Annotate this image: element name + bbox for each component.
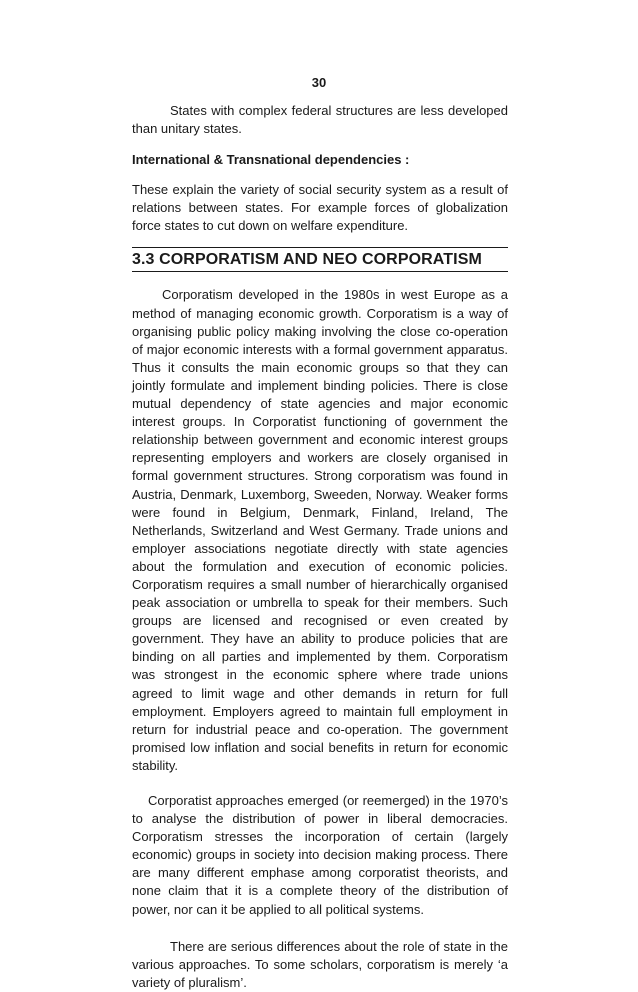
international-dependencies-paragraph: These explain the variety of social security system as a result of relations between states. For example forces of globalization force states to cut down on welfare expenditure. xyxy=(132,182,508,234)
corporatism-paragraph-2: Corporatist approaches emerged (or reemerged) in the 1970’s to analyse the distribution of power in liberal democracies. Corporatism stresses the incorporation of certain (largely economic) groups in society into decision making process. There are many different emphase among corporatist theorists, and none claim that it is a complete theory of the distribution of power, nor can it be applied to all political systems. xyxy=(132,793,508,917)
page-content xyxy=(132,102,508,992)
intro-paragraph: States with complex federal structures are less developed than unitary states. xyxy=(132,103,508,137)
corporatism-paragraph-1: Corporatism developed in the 1980s in west Europe as a method of managing economic growth. Corporatism is a way of organising public policy making involving the close co-operation of major economic interests with a formal government apparatus. Thus it consults the main economic groups so that they can jointly formulate and implement binding policies. There is close mutual dependency of state agencies and major economic interest groups. In Corporatist functioning of government the relationship between government and economic interest groups representing employers and workers are closely organised in formal government structures. Strong corporatism was found in Austria, Denmark, Luxemborg, Sweeden, Norway. Weaker forms were found in Belgium, Denmark, Finland, Ireland, The Netherlands, Switzerland and West Germany. Trade unions and employer associations negotiate directly with state agencies about the formulation and execution of economic policies. Corporatism requires a small number of hierarchically organised peak association or umbrella to speak for their members. Such groups are licensed and recognised or even created by government. They have an ability to produce policies that are binding on all parties and implemented by them. Corporatism was strongest in the economic sphere where trade unions agreed to limit wage and other demands in return for full employment. Employers agreed to maintain full employment in return for industrial peace and co-operation. The government promised low inflation and social benefits in return for economic stability. xyxy=(132,287,508,773)
international-dependencies-heading: International & Transnational dependencies : xyxy=(132,152,410,168)
page-number: 30 xyxy=(311,75,327,90)
section-heading: 3.3 CORPORATISM AND NEO CORPORATISM xyxy=(132,247,508,272)
corporatism-paragraph-3: There are serious differences about the role of state in the various approaches. To some scholars, corporatism is merely ‘a variety of pluralism’. xyxy=(132,938,508,990)
